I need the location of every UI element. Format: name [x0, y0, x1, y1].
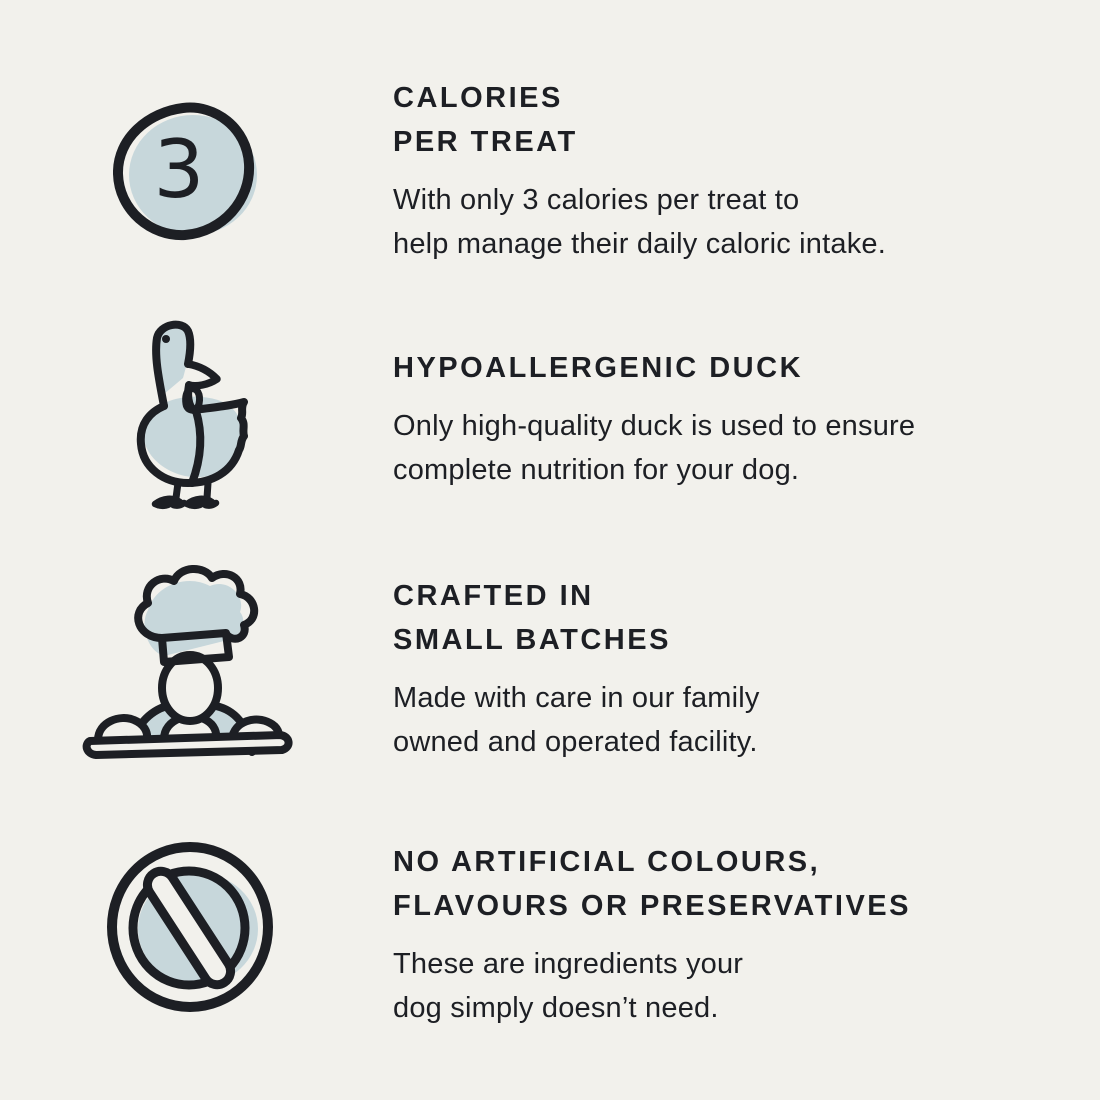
body-line: Made with care in our family: [393, 682, 760, 714]
duck-left-foot: [155, 499, 184, 506]
feature-body: [393, 404, 915, 492]
feature-batches: [393, 574, 760, 764]
feature-heading: [393, 574, 760, 662]
chef-icon: [76, 558, 300, 764]
heading-line: SMALL BATCHES: [393, 624, 671, 656]
body-line: These are ingredients your: [393, 948, 744, 980]
body-line: complete nutrition for your dog.: [393, 454, 800, 486]
duck-right-leg: [207, 483, 208, 498]
body-line: Only high-quality duck is used to ensure: [393, 410, 916, 442]
body-line: dog simply doesn’t need.: [393, 992, 719, 1024]
heading-line: NO ARTIFICIAL COLOURS,: [393, 846, 821, 878]
body-line: With only 3 calories per treat to: [393, 184, 800, 216]
calories-count-icon: [113, 100, 265, 242]
duck-icon: [126, 316, 261, 514]
baking-tray: [87, 735, 289, 755]
feature-body: [393, 178, 886, 266]
feature-body: [393, 676, 760, 764]
feature-calories: [393, 76, 886, 266]
body-line: owned and operated facility.: [393, 726, 758, 758]
heading-line: FLAVOURS OR PRESERVATIVES: [393, 890, 911, 922]
duck-beak: [188, 364, 217, 386]
three-in-circle-icon: [113, 100, 265, 242]
duck-right-foot: [187, 499, 216, 506]
chef-drawing: [76, 558, 300, 764]
heading-line: CALORIES: [393, 82, 563, 114]
heading-line: CRAFTED IN: [393, 580, 594, 612]
no-sign-drawing: [103, 838, 277, 1018]
duck-eye: [162, 335, 170, 343]
feature-heading: [393, 840, 911, 928]
feature-heading: [393, 76, 886, 164]
calorie-number: 3: [153, 123, 205, 216]
duck-drawing: [126, 316, 261, 514]
no-sign-icon: [103, 838, 277, 1018]
duck-left-leg: [176, 483, 178, 498]
feature-no-artificial: [393, 840, 911, 1030]
feature-duck: [393, 346, 915, 492]
heading-line: PER TREAT: [393, 126, 578, 158]
feature-heading: [393, 346, 915, 390]
heading-line: HYPOALLERGENIC DUCK: [393, 352, 804, 384]
feature-body: [393, 942, 911, 1030]
body-line: help manage their daily caloric intake.: [393, 228, 887, 260]
